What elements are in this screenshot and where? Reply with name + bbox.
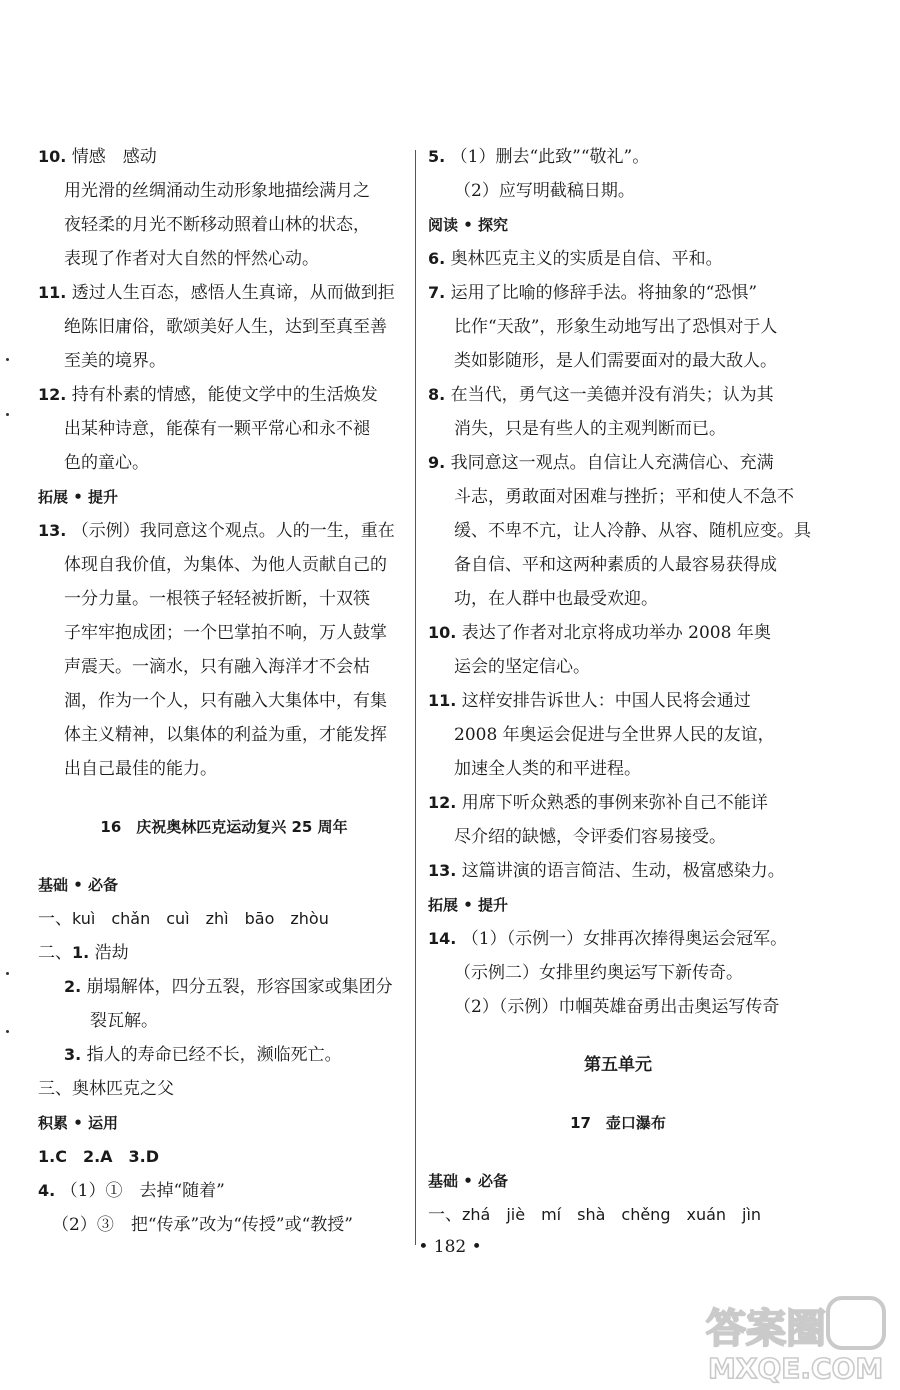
answer-line: 夜轻柔的月光不断移动照着山林的状态， [64,215,370,235]
part-prefix: 一、 [428,1205,462,1225]
answer-line: 声震天。一滴水，只有融入海洋才不会枯 [64,657,370,677]
answer-line: 尽介绍的缺憾，令评委们容易接受。 [454,827,726,847]
answer-12 [38,378,410,412]
answer-line: （示例二）女排里约奥运写下新传奇。 [454,963,743,983]
answer-line: 2008 年奥运会促进与全世界人民的友谊， [454,725,775,745]
question-number: 9. [428,453,446,472]
answer-text: 浩劫 [94,943,129,963]
section-heading-basic: 基础 • 必备 [428,1172,509,1190]
answer-line: 表现了作者对大自然的怦然心动。 [64,249,319,269]
scan-mark [6,358,9,361]
answer-line: 缓、不卑不亢，让人冷静、从容、随机应变。具 [454,521,811,541]
answer-line: 子牢牢抱成团；一个巴掌拍不响，万人鼓掌 [64,623,387,643]
answer-line: （2）（示例）巾帼英雄奋勇出击奥运写传奇 [454,997,780,1017]
section-heading-extension: 拓展 • 提升 [38,488,119,506]
unit-title: 第五单元 [584,1055,652,1075]
question-number: 7. [428,283,446,302]
watermark-text-bottom: MXQE.COM [708,1352,884,1384]
question-number: 12. [428,793,457,812]
answer-10 [428,616,808,650]
answer-12 [428,786,808,820]
watermark-text-top: 答案圈 [706,1306,826,1352]
answer-line: 体现自我价值，为集体、为他人贡献自己的 [64,555,387,575]
answer-7 [428,276,808,310]
question-number: 11. [428,691,457,710]
answer-14 [428,922,808,956]
answer-line: 裂瓦解。 [90,1011,158,1031]
part-one [428,1198,808,1232]
answer-line: （2）③ 把“传承”改为“传授”或“教授” [52,1215,353,1235]
question-number: 12. [38,385,67,404]
right-column [428,140,811,1232]
answer-line: 斗志，勇敢面对困难与挫折；平和使人不急不 [454,487,794,507]
answer-text: （1）（示例一）女排再次捧得奥运会冠军。 [461,929,788,949]
multiple-choice-answers: 1.C 2.A 3.D [38,1147,160,1166]
question-number: 11. [38,283,67,302]
answer-text: 崩塌解体，四分五裂，形容国家或集团分 [86,977,393,997]
answer-line: 出自己最佳的能力。 [64,759,217,779]
answer-line: 加速全人类的和平进程。 [454,759,641,779]
answer-6 [428,242,808,276]
part-three: 三、奥林匹克之父 [38,1079,174,1099]
answer-line: 功，在人群中也最受欢迎。 [454,589,658,609]
part-prefix: 二、 [38,943,72,963]
pinyin-answers: kuì chǎn cuì zhì bāo zhòu [72,909,329,928]
answer-text: 指人的寿命已经不长，濒临死亡。 [86,1045,342,1065]
question-number: 10. [428,623,457,642]
question-number: 4. [38,1181,56,1200]
question-number: 6. [428,249,446,268]
part-one [38,902,410,936]
section-heading-basic: 基础 • 必备 [38,876,119,894]
answer-11 [38,276,410,310]
question-number: 5. [428,147,446,166]
scan-mark [6,413,9,416]
answer-text: 奥林匹克主义的实质是自信、平和。 [450,249,723,269]
answer-8 [428,378,808,412]
question-number: 3. [64,1045,82,1064]
answer-4 [38,1174,410,1208]
question-number: 10. [38,147,67,166]
answer-line: 色的童心。 [64,453,149,473]
section-heading-extension: 拓展 • 提升 [428,896,509,914]
answer-line: 备自信、平和这两种素质的人最容易获得成 [454,555,777,575]
question-number: 14. [428,929,457,948]
question-number: 1. [72,943,90,962]
answer-text: 用席下听众熟悉的事例来弥补自己不能详 [461,793,768,813]
pinyin-answers: zhá jiè mí shà chěng xuán jìn [462,1205,762,1224]
part-two-3 [38,1038,410,1072]
answer-text: 我同意这一观点。自信让人充满信心、充满 [450,453,774,473]
question-number: 2. [64,977,82,996]
answer-line: 类如影随形，是人们需要面对的最大敌人。 [454,351,777,371]
question-number: 13. [38,521,67,540]
answer-line: 运会的坚定信心。 [454,657,590,677]
answer-line: 比作“天敌”，形象生动地写出了恐惧对于人 [454,317,778,337]
left-column [38,140,410,1242]
answer-text: 这样安排告诉世人：中国人民将会通过 [461,691,751,711]
answer-10 [38,140,410,174]
answer-line: 涸，作为一个人，只有融入大集体中，有集 [64,691,387,711]
answer-text: （1）删去“此致”“敬礼”。 [450,147,650,167]
answer-text: （1）① 去掉“随着” [60,1181,225,1201]
answer-5 [428,140,808,174]
question-number: 13. [428,861,457,880]
answer-line: （2）应写明截稿日期。 [454,181,635,201]
section-heading-accumulate: 积累 • 运用 [38,1114,119,1132]
scan-mark [6,1030,9,1033]
lesson-title-17: 17 壶口瀑布 [570,1114,666,1132]
answer-text: 表达了作者对北京将成功举办 2008 年奥 [461,623,771,643]
answer-text: 透过人生百态，感悟人生真谛，从而做到拒 [71,283,395,303]
answer-text: 这篇讲演的语言简洁、生动，极富感染力。 [461,861,785,881]
answer-9 [428,446,808,480]
answer-line: 绝陈旧庸俗，歌颂美好人生，达到至真至善 [64,317,387,337]
answer-text: 情感 感动 [71,147,157,167]
question-number: 8. [428,385,446,404]
section-heading-reading: 阅读 • 探究 [428,216,509,234]
answer-line: 出某种诗意，能葆有一颗平常心和永不褪 [64,419,370,439]
column-divider [415,150,416,1245]
watermark-badge [828,1298,884,1348]
page-number: • 182 • [418,1237,482,1257]
answer-line: 消失，只是有些人的主观判断而已。 [454,419,726,439]
answer-13 [38,514,410,548]
answer-13 [428,854,808,888]
part-two-2 [38,970,410,1004]
scan-mark [6,972,9,975]
answer-line: 体主义精神，以集体的利益为重，才能发挥 [64,725,387,745]
answer-line: 至美的境界。 [64,351,166,371]
watermark-logo [700,1296,892,1384]
answer-text: 在当代，勇气这一美德并没有消失；认为其 [450,385,774,405]
answer-text: 运用了比喻的修辞手法。将抽象的“恐惧” [450,283,758,303]
part-prefix: 一、 [38,909,72,929]
answer-line: 一分力量。一根筷子轻轻被折断，十双筷 [64,589,370,609]
answer-text: （示例）我同意这个观点。人的一生，重在 [71,521,395,541]
answer-text: 持有朴素的情感，能使文学中的生活焕发 [71,385,378,405]
lesson-title-16: 16 庆祝奥林匹克运动复兴 25 周年 [100,818,348,836]
answer-line: 用光滑的丝绸涌动生动形象地描绘满月之 [64,181,370,201]
part-two-1 [38,936,410,970]
answer-11 [428,684,808,718]
